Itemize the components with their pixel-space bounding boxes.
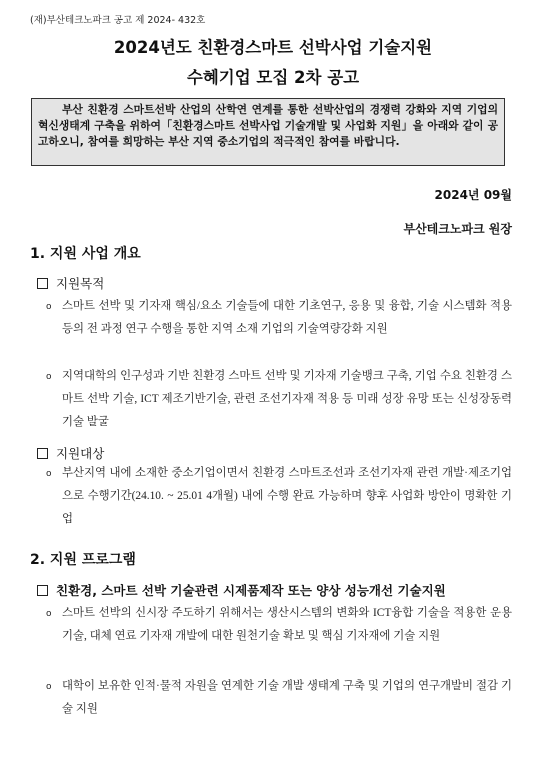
list-item <box>46 365 512 434</box>
list-item-text: 스마트 선박 및 기자재 핵심/요소 기술들에 대한 기초연구, 응용 및 융합, 기술 시스템화 적용 등의 전 과정 연구 수행을 통한 지역 소재 기업의 기술역량강화 지원 <box>62 300 512 335</box>
list-item-text: 부산지역 내에 소재한 중소기업이면서 친환경 스마트조선과 조선기자재 관련 개발·제조기업으로 수행기간(24.10. ~ 25.01 4개월) 내에 수행 완료 가능하며 향후 사업화 방안이 명확한 기업 <box>62 467 512 525</box>
checkbox-square-icon <box>37 448 48 459</box>
section-heading-overview: 1. 지원 사업 개요 <box>30 246 141 262</box>
document-title: 2024년도 친환경스마트 선박사업 기술지원 <box>113 38 433 57</box>
checkbox-square-icon <box>37 278 48 289</box>
notice-date: 2024년 09월 <box>434 188 512 202</box>
circle-bullet-icon: o <box>46 609 52 619</box>
list-item-text: 지역대학의 인구성과 기반 친환경 스마트 선박 및 기자재 기술뱅크 구축, 기업 수요 친환경 스마트 선박 기술, ICT 제조기반기술, 관련 조선기자재 적용 등 미래 성장 유망 또는 신성장동력 기술 발굴 <box>62 370 512 428</box>
list-item <box>46 295 512 341</box>
list-item-text: 스마트 선박의 신시장 주도하기 위해서는 생산시스템의 변화와 ICT융합 기술을 적용한 운용 기술, 대체 연료 기자재 개발에 대한 원천기술 확보 및 핵심 기자재에 기술 지원 <box>62 607 512 642</box>
list-item-text: 대학이 보유한 인적·물적 자원을 연계한 기술 개발 생태계 구축 및 기업의 연구개발비 절감 기술 지원 <box>62 680 512 715</box>
section-heading-program: 2. 지원 프로그램 <box>30 552 136 568</box>
notice-number: (재)부산테크노파크 공고 제 2024- 432호 <box>30 15 206 26</box>
circle-bullet-icon: o <box>46 682 52 692</box>
list-item <box>46 675 512 721</box>
intro-box <box>31 98 505 166</box>
issuer-name: 부산테크노파크 원장 <box>403 222 512 236</box>
document-subtitle: 수혜기업 모집 2차 공고 <box>186 68 360 87</box>
subsection-label: 친환경, 스마트 선박 기술관련 시제품제작 또는 양상 성능개선 기술지원 <box>56 583 446 598</box>
subsection-label: 지원목적 <box>56 276 105 291</box>
intro-text: 부산 친환경 스마트선박 산업의 산학연 연계를 통한 선박산업의 경쟁력 강화와 지역 기업의 혁신생태계 구축을 위하여「친환경스마트 선박사업 기술개발 및 사업화 지원」을 아래와 같이 공고하오니, 참여를 희망하는 부산 지역 중소기업의 적극적인 참여를 바랍니다. <box>38 103 498 148</box>
list-item <box>46 602 512 648</box>
circle-bullet-icon: o <box>46 372 52 382</box>
subsection-program <box>37 581 446 599</box>
circle-bullet-icon: o <box>46 302 52 312</box>
subsection-target <box>37 444 104 462</box>
subsection-purpose <box>37 274 104 292</box>
list-item <box>46 462 512 531</box>
checkbox-square-icon <box>37 585 48 596</box>
subsection-label: 지원대상 <box>56 446 105 461</box>
circle-bullet-icon: o <box>46 469 52 479</box>
